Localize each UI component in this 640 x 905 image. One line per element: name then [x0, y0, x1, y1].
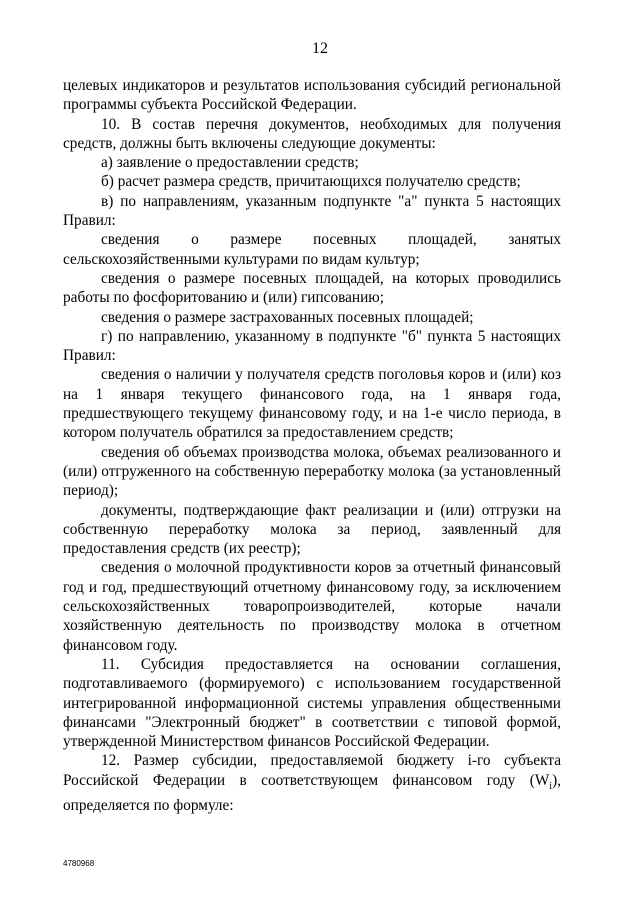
page-number: 12 — [312, 40, 328, 57]
paragraph-continuation: целевых индикаторов и результатов использования субсидий региональной программы субъекта Российской Федерации. — [63, 77, 561, 114]
subitem-v: в) по направлениям, указанным подпункте "а" пункта 5 настоящих Правил: — [63, 192, 561, 230]
subitem-g: г) по направлению, указанному в подпункте "б" пункта 5 настоящих Правил: — [63, 327, 561, 365]
list-item-sale-documents: документы, подтверждающие факт реализации и (или) отгрузки на собственную переработку молока за период, заявленный для предоставления средств (их реестр); — [63, 501, 561, 558]
paragraph-item-12 — [63, 751, 561, 815]
list-item-phosphoritization: сведения о размере посевных площадей, на которых проводились работы по фосфоритованию и (или) гипсованию; — [63, 269, 561, 307]
paragraph-item-12-text: 12. Размер субсидии, предоставляемой бюджету i-го субъекта Российской Федерации в соответствующем финансовом году (W — [63, 752, 561, 789]
document-body — [63, 76, 561, 815]
paragraph-item-11: 11. Субсидия предоставляется на основании соглашения, подготавливаемого (формируемого) с использованием государственной интегрированной информационной системы управления общественными финансами "Электронный бюджет" в соответствии с типовой формой, утвержденной Министерством финансов Российской Федерации. — [63, 655, 561, 751]
list-item-livestock: сведения о наличии у получателя средств поголовья коров и (или) коз на 1 января текущего финансового года, на 1 января года, предшествующего текущему финансовому году, и на 1-е число периода, в котором получатель обратился за предоставлением средств; — [63, 366, 561, 442]
list-item-milk-productivity: сведения о молочной продуктивности коров за отчетный финансовый год и год, предшествующий отчетному финансовому году, за исключением сельскохозяйственных товаропроизводителей, которые начали хозяйственную деятельность по производству молока в отчетном финансовом году. — [63, 559, 561, 654]
list-item-insured-areas: сведения о размере застрахованных посевных площадей; — [101, 308, 474, 326]
list-item-sown-areas: сведения о размере посевных площадей, занятых сельскохозяйственными культурами по видам культур; — [63, 231, 561, 268]
formula-subscript: i — [549, 780, 553, 792]
list-item-milk-volumes: сведения об объемах производства молока, объемах реализованного и (или) отгруженного на собственную переработку молока (за установленный период); — [63, 443, 561, 500]
paragraph-item-10: 10. В состав перечня документов, необходимых для получения средств, должны быть включены следующие документы: — [63, 115, 561, 152]
subitem-b: б) расчет размера средств, причитающихся получателю средств; — [101, 173, 521, 191]
document-id: 4780968 — [63, 859, 95, 868]
paragraph-item-12-tail: ), определяется по формуле: — [63, 771, 561, 815]
subitem-a: а) заявление о предоставлении средств; — [101, 154, 359, 172]
